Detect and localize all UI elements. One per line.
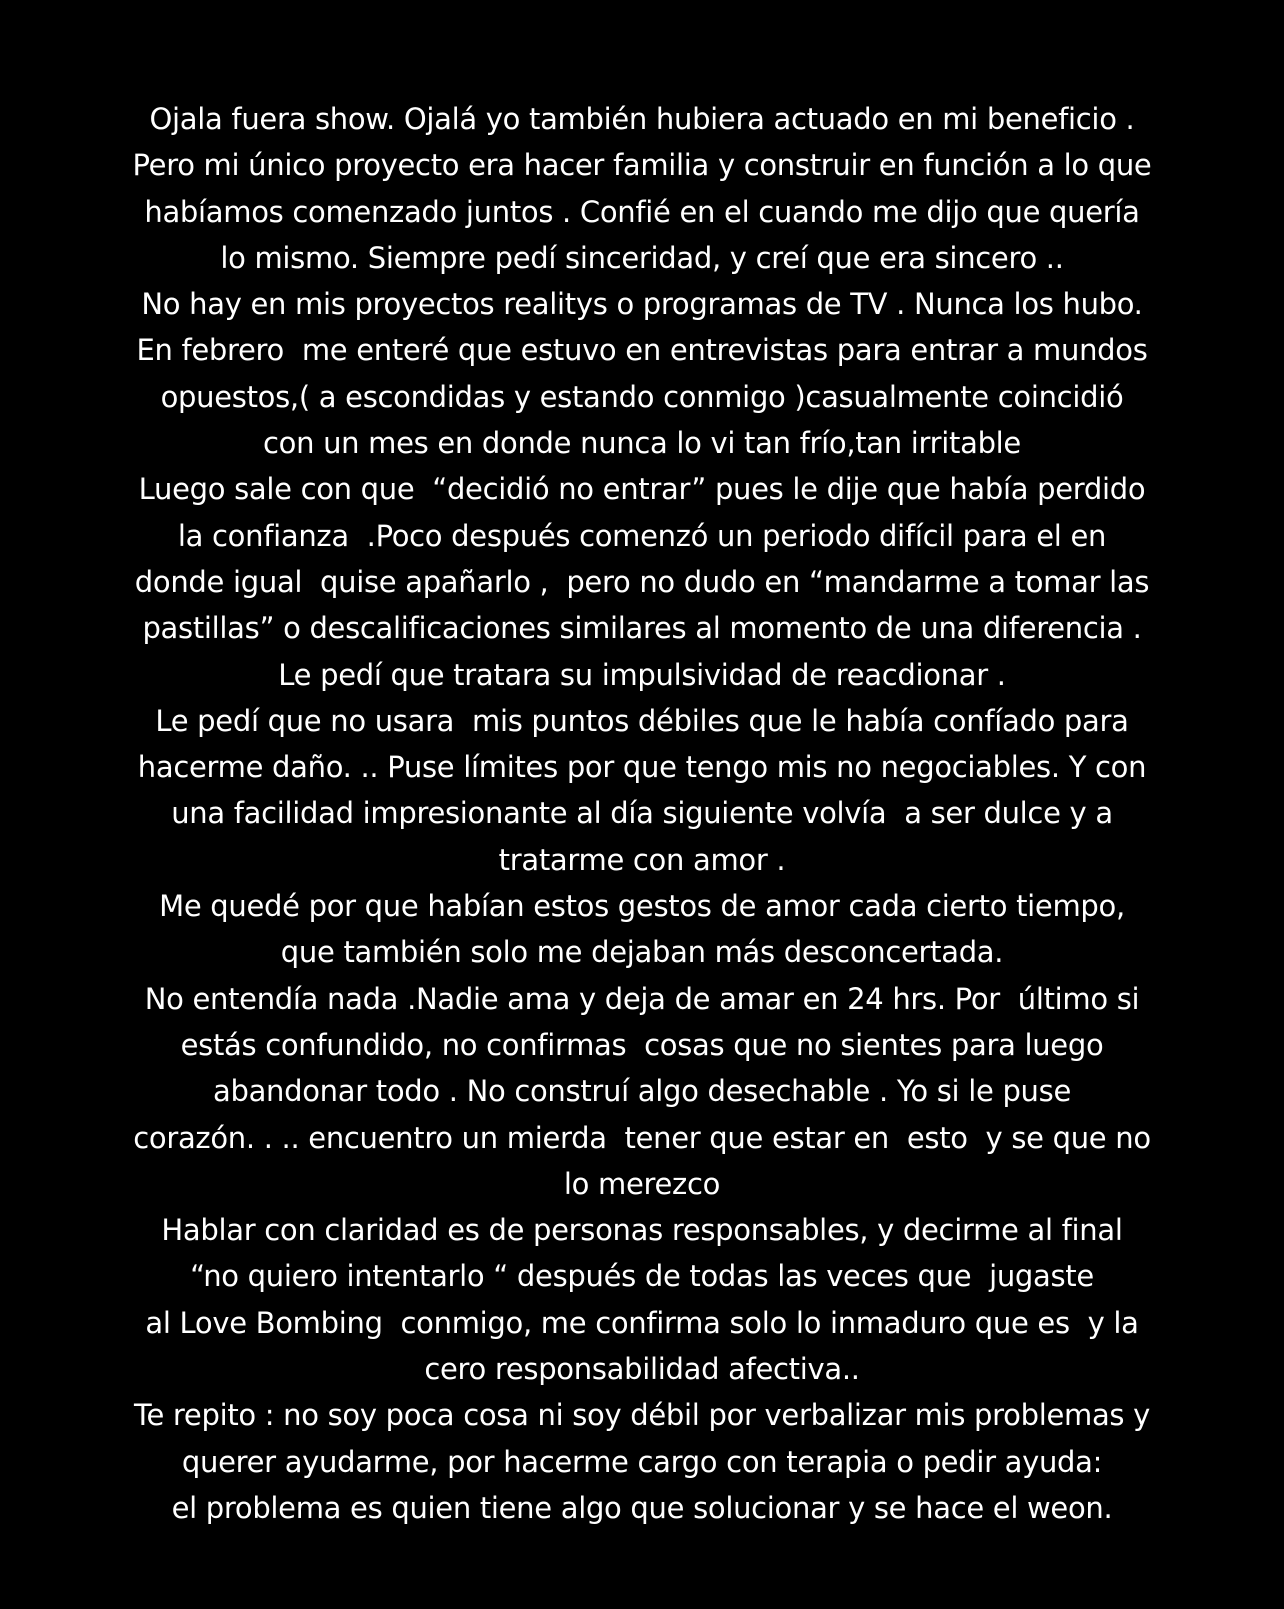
text-line: opuestos,( a escondidas y estando conmigo )casualmente coincidió — [160, 379, 1124, 414]
text-line: Luego sale con que “decidió no entrar” pues le dije que había perdido — [138, 472, 1146, 507]
text-line: donde igual quise apañarlo , pero no dudo en “mandarme a tomar las — [134, 564, 1150, 599]
text-line: la confianza .Poco después comenzó un periodo difícil para el en — [177, 518, 1107, 553]
text-line: hacerme daño. .. Puse límites por que tengo mis no negociables. Y con — [137, 750, 1147, 785]
text-line: querer ayudarme, por hacerme cargo con terapia o pedir ayuda: — [181, 1444, 1103, 1479]
text-line: el problema es quien tiene algo que solucionar y se hace el weon. — [171, 1490, 1113, 1525]
text-line: al Love Bombing conmigo, me confirma solo lo inmaduro que es y la — [145, 1305, 1139, 1340]
text-line: abandonar todo . No construí algo desechable . Yo si le puse — [213, 1074, 1071, 1109]
text-line: No hay en mis proyectos realitys o programas de TV . Nunca los hubo. — [141, 287, 1143, 322]
text-line: con un mes en donde nunca lo vi tan frío,tan irritable — [263, 426, 1021, 461]
text-line: lo merezco — [563, 1166, 721, 1201]
story-text-block — [60, 96, 1224, 1531]
text-line: Te repito : no soy poca cosa ni soy débil por verbalizar mis problemas y — [133, 1398, 1150, 1433]
text-line: Pero mi único proyecto era hacer familia y construir en función a lo que — [132, 148, 1152, 183]
text-line: Le pedí que no usara mis puntos débiles que le había confíado para — [155, 703, 1129, 738]
text-line: Le pedí que tratara su impulsividad de reacdionar . — [278, 657, 1006, 692]
text-line: cero responsabilidad afectiva.. — [424, 1352, 860, 1387]
text-line: Me quedé por que habían estos gestos de amor cada cierto tiempo, — [159, 889, 1125, 924]
text-line: tratarme con amor . — [498, 842, 786, 877]
text-line: pastillas” o descalificaciones similares al momento de una diferencia . — [142, 611, 1142, 646]
text-line: Ojala fuera show. Ojalá yo también hubiera actuado en mi beneficio . — [149, 102, 1135, 136]
text-line: “no quiero intentarlo “ después de todas las veces que jugaste — [190, 1259, 1094, 1294]
text-line: habíamos comenzado juntos . Confié en el cuando me dijo que quería — [144, 194, 1140, 229]
text-line: una facilidad impresionante al día siguiente volvía a ser dulce y a — [171, 796, 1113, 831]
text-line: corazón. . .. encuentro un mierda tener que estar en esto y se que no — [133, 1120, 1151, 1155]
text-line: lo mismo. Siempre pedí sinceridad, y creí que era sincero .. — [220, 240, 1064, 275]
text-line: que también solo me dejaban más desconcertada. — [280, 935, 1004, 970]
text-line: No entendía nada .Nadie ama y deja de amar en 24 hrs. Por último si — [144, 981, 1140, 1016]
text-line: estás confundido, no confirmas cosas que no sientes para luego — [180, 1027, 1104, 1062]
text-line: En febrero me enteré que estuvo en entrevistas para entrar a mundos — [136, 333, 1148, 368]
text-line: Hablar con claridad es de personas responsables, y decirme al final — [161, 1213, 1123, 1248]
